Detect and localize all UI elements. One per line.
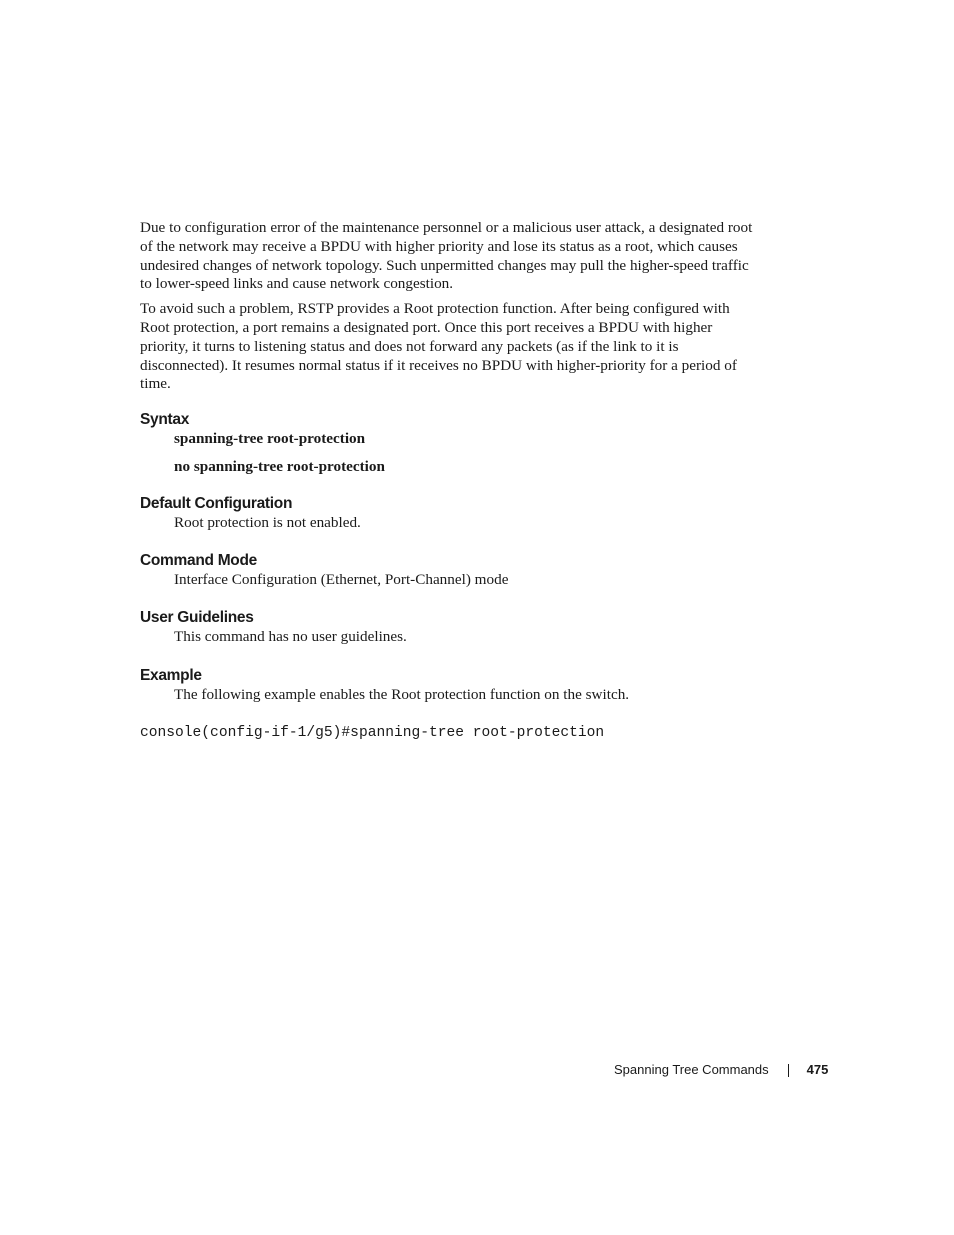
- example-code: console(config-if-1/g5)#spanning-tree root-protection: [140, 724, 605, 741]
- syntax-no-command: no spanning-tree root-protection: [174, 457, 385, 475]
- example-heading: Example: [140, 667, 202, 685]
- command-mode-text: Interface Configuration (Ethernet, Port-Channel) mode: [174, 570, 509, 588]
- user-guidelines-text: This command has no user guidelines.: [174, 628, 407, 646]
- syntax-command: spanning-tree root-protection: [174, 430, 366, 448]
- footer-section-title: Spanning Tree Commands: [614, 1062, 769, 1077]
- page-footer: [614, 1061, 828, 1079]
- syntax-heading: Syntax: [140, 411, 190, 429]
- example-section: [140, 666, 760, 742]
- user-guidelines-section: [140, 608, 760, 647]
- default-configuration-heading: Default Configuration: [140, 494, 293, 512]
- user-guidelines-heading: User Guidelines: [140, 609, 254, 627]
- syntax-section: [140, 410, 760, 477]
- example-text: The following example enables the Root protection function on the switch.: [174, 686, 630, 704]
- page-number: 475: [806, 1062, 829, 1077]
- default-configuration-text: Root protection is not enabled.: [174, 513, 361, 531]
- footer-divider: [788, 1064, 789, 1077]
- command-mode-section: [140, 551, 760, 590]
- page-content: [140, 219, 760, 742]
- syntax-block: [174, 430, 760, 477]
- command-mode-heading: Command Mode: [140, 551, 257, 569]
- intro-paragraph-2: To avoid such a problem, RSTP provides a Root protection function. After being configured with Root protection, a port remains a designated port. Once this port receives a BPDU with higher priority, it turns to listening status and does not forward any packets (as if the link to it is disconnected). It resumes normal status if it receives no BPDU with higher-priority for a period of time.: [140, 300, 737, 393]
- default-configuration-section: [140, 494, 760, 533]
- intro-paragraph-1: Due to configuration error of the maintenance personnel or a malicious user attack, a designated root of the network may receive a BPDU with higher priority and lose its status as a root, which causes undesired changes of network topology. Such unpermitted changes may pull the higher-speed traffic to lower-speed links and cause network congestion.: [140, 219, 753, 293]
